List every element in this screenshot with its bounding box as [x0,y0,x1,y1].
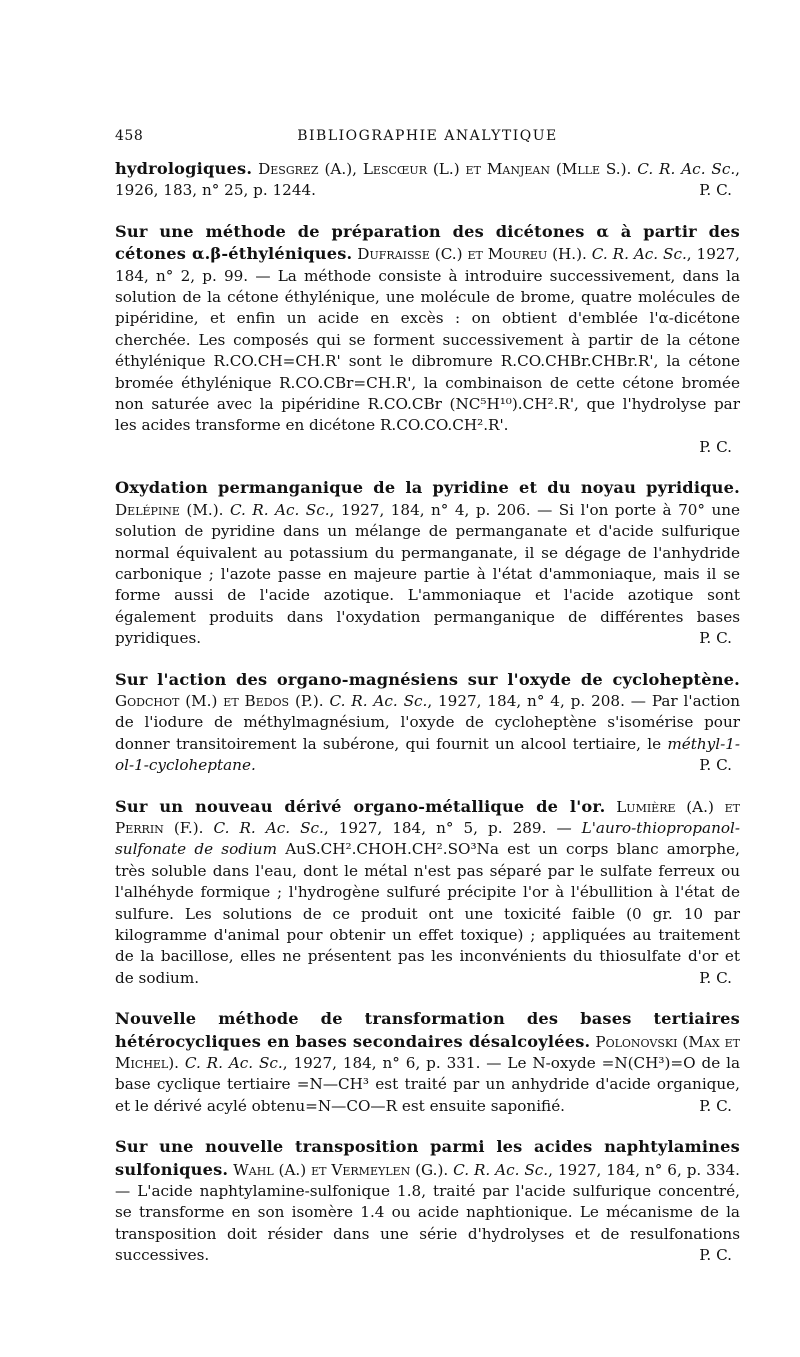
entry-body: — Par l'action de l'iodure de méthylmagnésium, l'oxyde de cycloheptène s'isomérise pour donner transitoirement la subérone, qui fournit un alcool tertiaire, le [115,691,741,753]
entry-title: Sur un nouveau dérivé organo-métallique de l'or. [115,796,606,816]
entry-body: — Si l'on porte à 70° une solution de pyridine dans un mélange de permanganate et d'acide sulfurique normal équivalent au potassium du permanganate, il se dégage de l'anhydride carbonique ; l'azote passe en majeure partie à l'état d'ammoniaque, mais il se forme aussi de l'acide azotique. L'ammoniaque et l'acide azotique sont également produits dans l'oxydation permanganique de différentes bases pyridiques. [115,500,740,648]
entry-citation: , 1927, 184, n° 2, p. 99. [115,245,741,285]
entry-authors: Desgrez (A.), Lescœur (L.) et Manjean (Mlle S.). [258,160,632,178]
entry-initials: P. C. [699,1246,732,1265]
entry-body: — L'acide naphtylamine-sulfonique 1.8, traité par l'acide sulfurique concentré, se transforme en son isomère 1.4 ou acide naphtionique. Le mécanisme de la transposition doit résider dans une série d'hydrolyses et de resulfonations successives. [115,1182,740,1265]
entry-title: Sur une méthode de préparation des dicétones α à partir des cétones α.β-éthyléniques. [115,221,740,264]
entry-initials: P. C. [699,437,732,456]
bibliography-entry [115,1008,740,1117]
bibliography-entry [115,669,740,777]
entry-journal: C. R. Ac. Sc. [329,691,428,710]
entry-citation: , 1926, 183, n° 25, p. 1244. [115,160,740,200]
entry-authors: Polonovski (Max et Michel). [115,1032,741,1073]
page-header [115,128,740,152]
bibliography-entry [115,1136,740,1266]
entry-authors: Wahl (A.) et Vermeylen (G.). [233,1160,449,1179]
entry-title: Oxydation permanganique de la pyridine et du noyau pyridique. [115,478,740,498]
entry-journal: C. R. Ac. Sc. [184,1054,283,1073]
entry-lead-italic: — L'auro-thiopropanol-sulfonate de sodium [115,818,740,859]
entry-body: — La méthode consiste à introduire successivement, dans la solution de la cétone éthylénique, une molécule de brome, quatre molécules de pipéridine, et enfin un acide en excès : on obtient d'emblée l'α-dicétone cherchée. Les composés qui se forment successivement à partir de la cétone éthylénique R.CO.CH=CH.R' sont le dibromure R.CO.CHBr.CHBr.R', la cétone bromée éthylénique R.CO.CBr=CH.R', la combinaison de cette cétone bromée non saturée avec la pipéridine R.CO.CBr (NC⁵H¹⁰).CH².R', que l'hydrolyse par les acides transforme en dicétone R.CO.CO.CH².R'. [115,266,740,435]
entry-title: Sur l'action des organo-magnésiens sur l'oxyde de cycloheptène. [115,669,740,689]
entry-initials: P. C. [699,756,732,775]
entry-body: — Le N-oxyde =N(CH³)=O de la base cyclique tertiaire =N—CH³ est traité par un anhydride d'acide organique, et le dérivé acylé obtenu=N—CO—R est ensuite saponifié. [115,1054,740,1115]
entry-authors: Dufraisse (C.) et Moureu (H.). [357,245,587,264]
entry-title: Nouvelle méthode de transformation des bases tertiaires hétérocycliques en bases secondaires désalcoylées. [115,1009,740,1051]
page-number: 458 [115,128,144,144]
entry-journal: C. R. Ac. Sc. [453,1160,549,1179]
entry-initials: P. C. [699,1096,732,1115]
entry-citation: , 1927, 184, n° 6, p. 331. [282,1054,481,1073]
entry-citation: , 1927, 184, n° 6, p. 334. [548,1160,741,1179]
entry-title: hydrologiques. [115,159,253,178]
bibliography-entry [115,221,740,458]
bibliography-entry [115,158,740,202]
bibliography-entry [115,477,740,649]
entry-journal: C. R. Ac. Sc. [229,500,330,519]
bibliography-entry [115,796,740,990]
entry-journal: C. R. Ac. Sc. [637,160,736,178]
entry-authors: Godchot (M.) et Bedos (P.). [115,691,324,710]
entry-citation: , 1927, 184, n° 5, p. 289. [323,818,547,837]
entry-journal: C. R. Ac. Sc. [213,818,324,837]
entry-citation: , 1927, 184, n° 4, p. 208. [427,691,625,710]
running-title: BIBLIOGRAPHIE ANALYTIQUE [297,128,558,144]
entry-title: Sur une nouvelle transposition parmi les acides naphtylamines sulfoniques. [115,1137,740,1179]
entry-authors: Lumière (A.) et Perrin (F.). [115,797,740,837]
entry-authors: Delépine (M.). [115,500,224,519]
entry-citation: , 1927, 184, n° 4, p. 206. [329,500,531,519]
entry-initials: P. C. [699,968,732,987]
entry-body: AuS.CH².CHOH.CH².SO³Na est un corps blanc amorphe, très soluble dans l'eau, dont le métal n'est pas séparé par le sulfate ferreux ou l'alhéhyde formique ; l'hydrogène sulfuré précipite l'or à l'ébullition à l'état de sulfure. Les solutions de ce produit ont une toxicité faible (0 gr. 10 par kilogramme d'animal pour obtenir un effet toxique) ; appliquées au traitement de la bacillose, elles ne présentent pas les inconvénients du thiosulfate d'or et de sodium. [115,840,740,987]
entry-body-italic: méthyl-1-ol-1-cycloheptane. [115,734,740,775]
entry-initials: P. C. [699,629,732,648]
entry-journal: C. R. Ac. Sc. [591,245,687,264]
entry-initials: P. C. [699,181,732,200]
document-page [115,128,740,1286]
